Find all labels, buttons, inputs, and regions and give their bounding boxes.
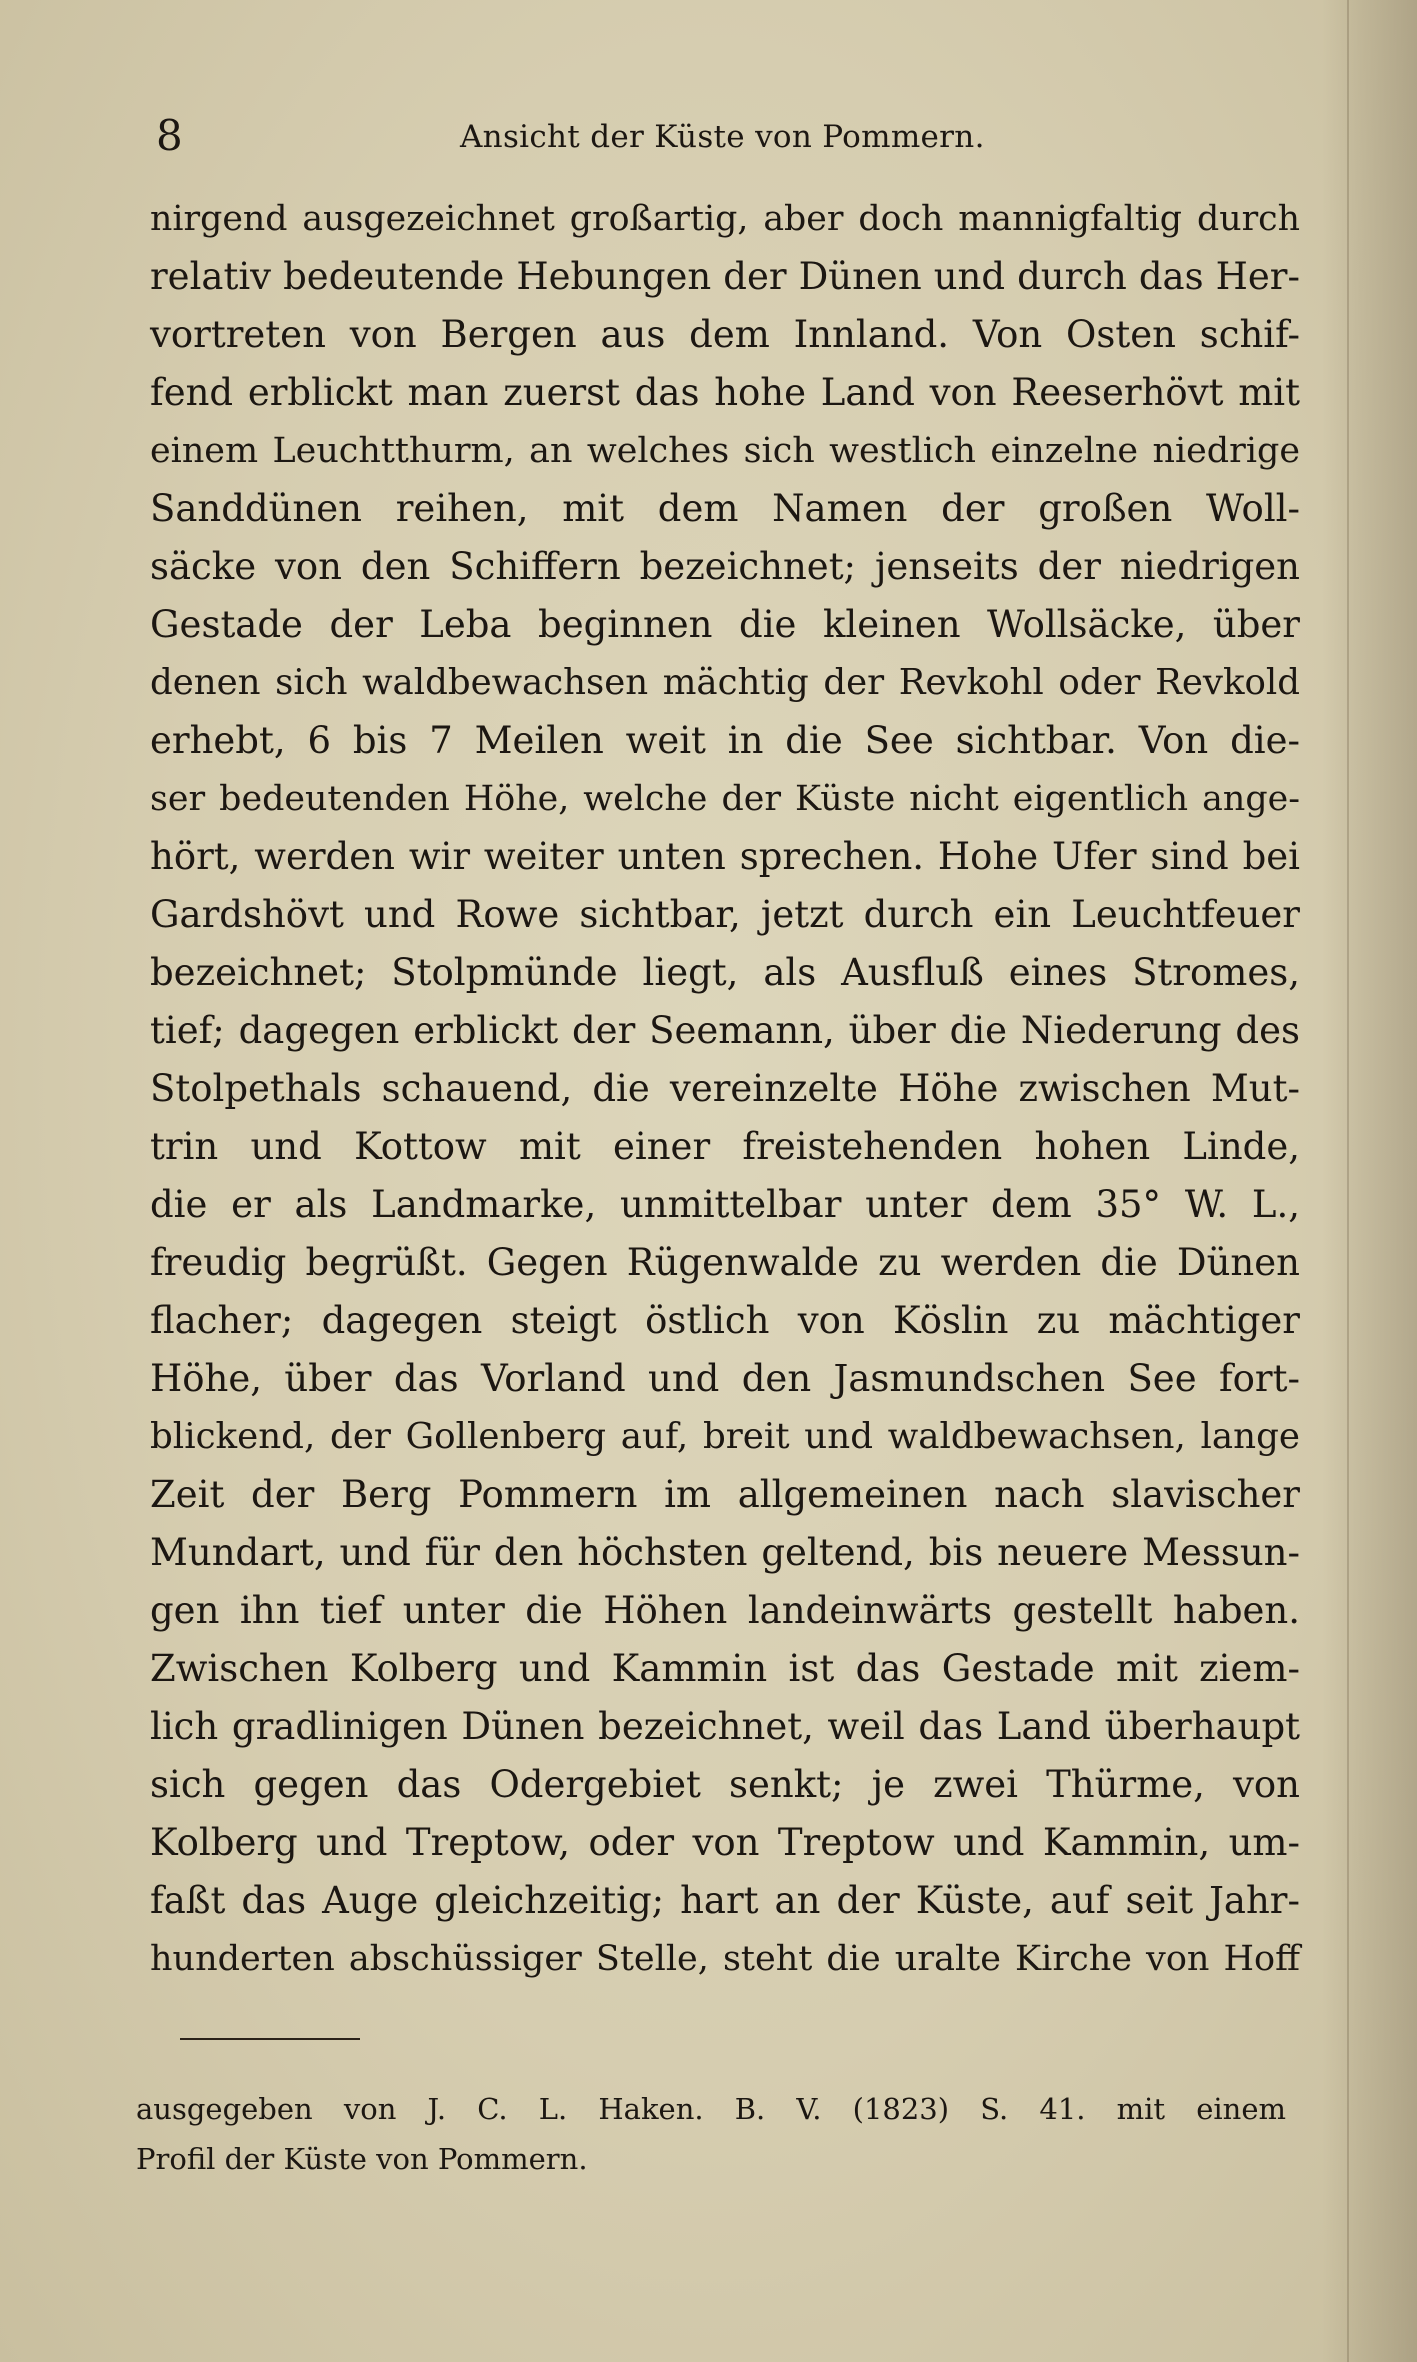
text-line: Mundart, und für den höchsten geltend, bis neuere Messun- [150, 1531, 1300, 1574]
running-title: Ansicht der Küste von Pommern. [460, 119, 985, 155]
footnote-rule [180, 2038, 360, 2040]
text-line: Zwischen Kolberg und Kammin ist das Gestade mit ziem- [150, 1647, 1300, 1690]
text-line: trin und Kottow mit einer freistehenden hohen Linde, [150, 1125, 1300, 1168]
text-line: hört, werden wir weiter unten sprechen. Hohe Ufer sind bei [150, 835, 1300, 878]
text-line: sich gegen das Odergebiet senkt; je zwei Thürme, von [150, 1763, 1300, 1806]
text-line: blickend, der Gollenberg auf, breit und waldbewachsen, lange [150, 1416, 1300, 1457]
text-line: gen ihn tief unter die Höhen landeinwärts gestellt haben. [150, 1589, 1300, 1632]
text-line: ser bedeutenden Höhe, welche der Küste nicht eigentlich ange- [150, 779, 1300, 819]
text-line: Sanddünen reihen, mit dem Namen der großen Woll- [150, 487, 1300, 530]
text-line: denen sich waldbewachsen mächtig der Revkohl oder Revkold [150, 662, 1300, 703]
text-line: Stolpethals schauend, die vereinzelte Höhe zwischen Mut- [150, 1067, 1300, 1110]
text-line: freudig begrüßt. Gegen Rügenwalde zu werden die Dünen [150, 1241, 1300, 1284]
text-line: nirgend ausgezeichnet großartig, aber doch mannigfaltig durch [150, 199, 1300, 239]
text-line: relativ bedeutende Hebungen der Dünen und durch das Her- [150, 255, 1300, 298]
text-line: tief; dagegen erblickt der Seemann, über die Niederung des [150, 1009, 1300, 1052]
text-line: faßt das Auge gleichzeitig; hart an der Küste, auf seit Jahr- [150, 1879, 1300, 1922]
text-line: fend erblickt man zuerst das hohe Land von Reeserhövt mit [150, 371, 1300, 414]
text-line: Höhe, über das Vorland und den Jasmundschen See fort- [150, 1357, 1300, 1400]
page-edge-shadow [1322, 0, 1417, 2362]
text-line: Zeit der Berg Pommern im allgemeinen nach slavischer [150, 1473, 1300, 1516]
footnote-line: ausgegeben von J. C. L. Haken. B. V. (1823) S. 41. mit einem [136, 2092, 1286, 2126]
text-line: säcke von den Schiffern bezeichnet; jenseits der niedrigen [150, 545, 1300, 588]
text-line: bezeichnet; Stolpmünde liegt, als Ausfluß eines Stromes, [150, 951, 1300, 994]
text-line: Gardshövt und Rowe sichtbar, jetzt durch ein Leuchtfeuer [150, 893, 1300, 936]
page-fold-line [1347, 0, 1349, 2362]
text-line: Gestade der Leba beginnen die kleinen Wollsäcke, über [150, 603, 1300, 646]
running-head [150, 112, 1260, 160]
text-line: hunderten abschüssiger Stelle, steht die uralte Kirche von Hoff [150, 1939, 1300, 1979]
footnote-line: Profil der Küste von Pommern. [136, 2142, 588, 2176]
text-line: Kolberg und Treptow, oder von Treptow und Kammin, um- [150, 1821, 1300, 1864]
text-line: die er als Landmarke, unmittelbar unter dem 35° W. L., [150, 1183, 1300, 1226]
text-line: erhebt, 6 bis 7 Meilen weit in die See sichtbar. Von die- [150, 719, 1300, 762]
text-line: lich gradlinigen Dünen bezeichnet, weil das Land überhaupt [150, 1705, 1300, 1748]
text-line: einem Leuchtthurm, an welches sich westlich einzelne niedrige [150, 431, 1300, 471]
footnote [136, 2084, 1286, 2184]
page-number: 8 [156, 111, 183, 160]
text-line: flacher; dagegen steigt östlich von Köslin zu mächtiger [150, 1299, 1300, 1342]
body-text [150, 190, 1300, 1988]
text-line: vortreten von Bergen aus dem Innland. Von Osten schif- [150, 313, 1300, 356]
